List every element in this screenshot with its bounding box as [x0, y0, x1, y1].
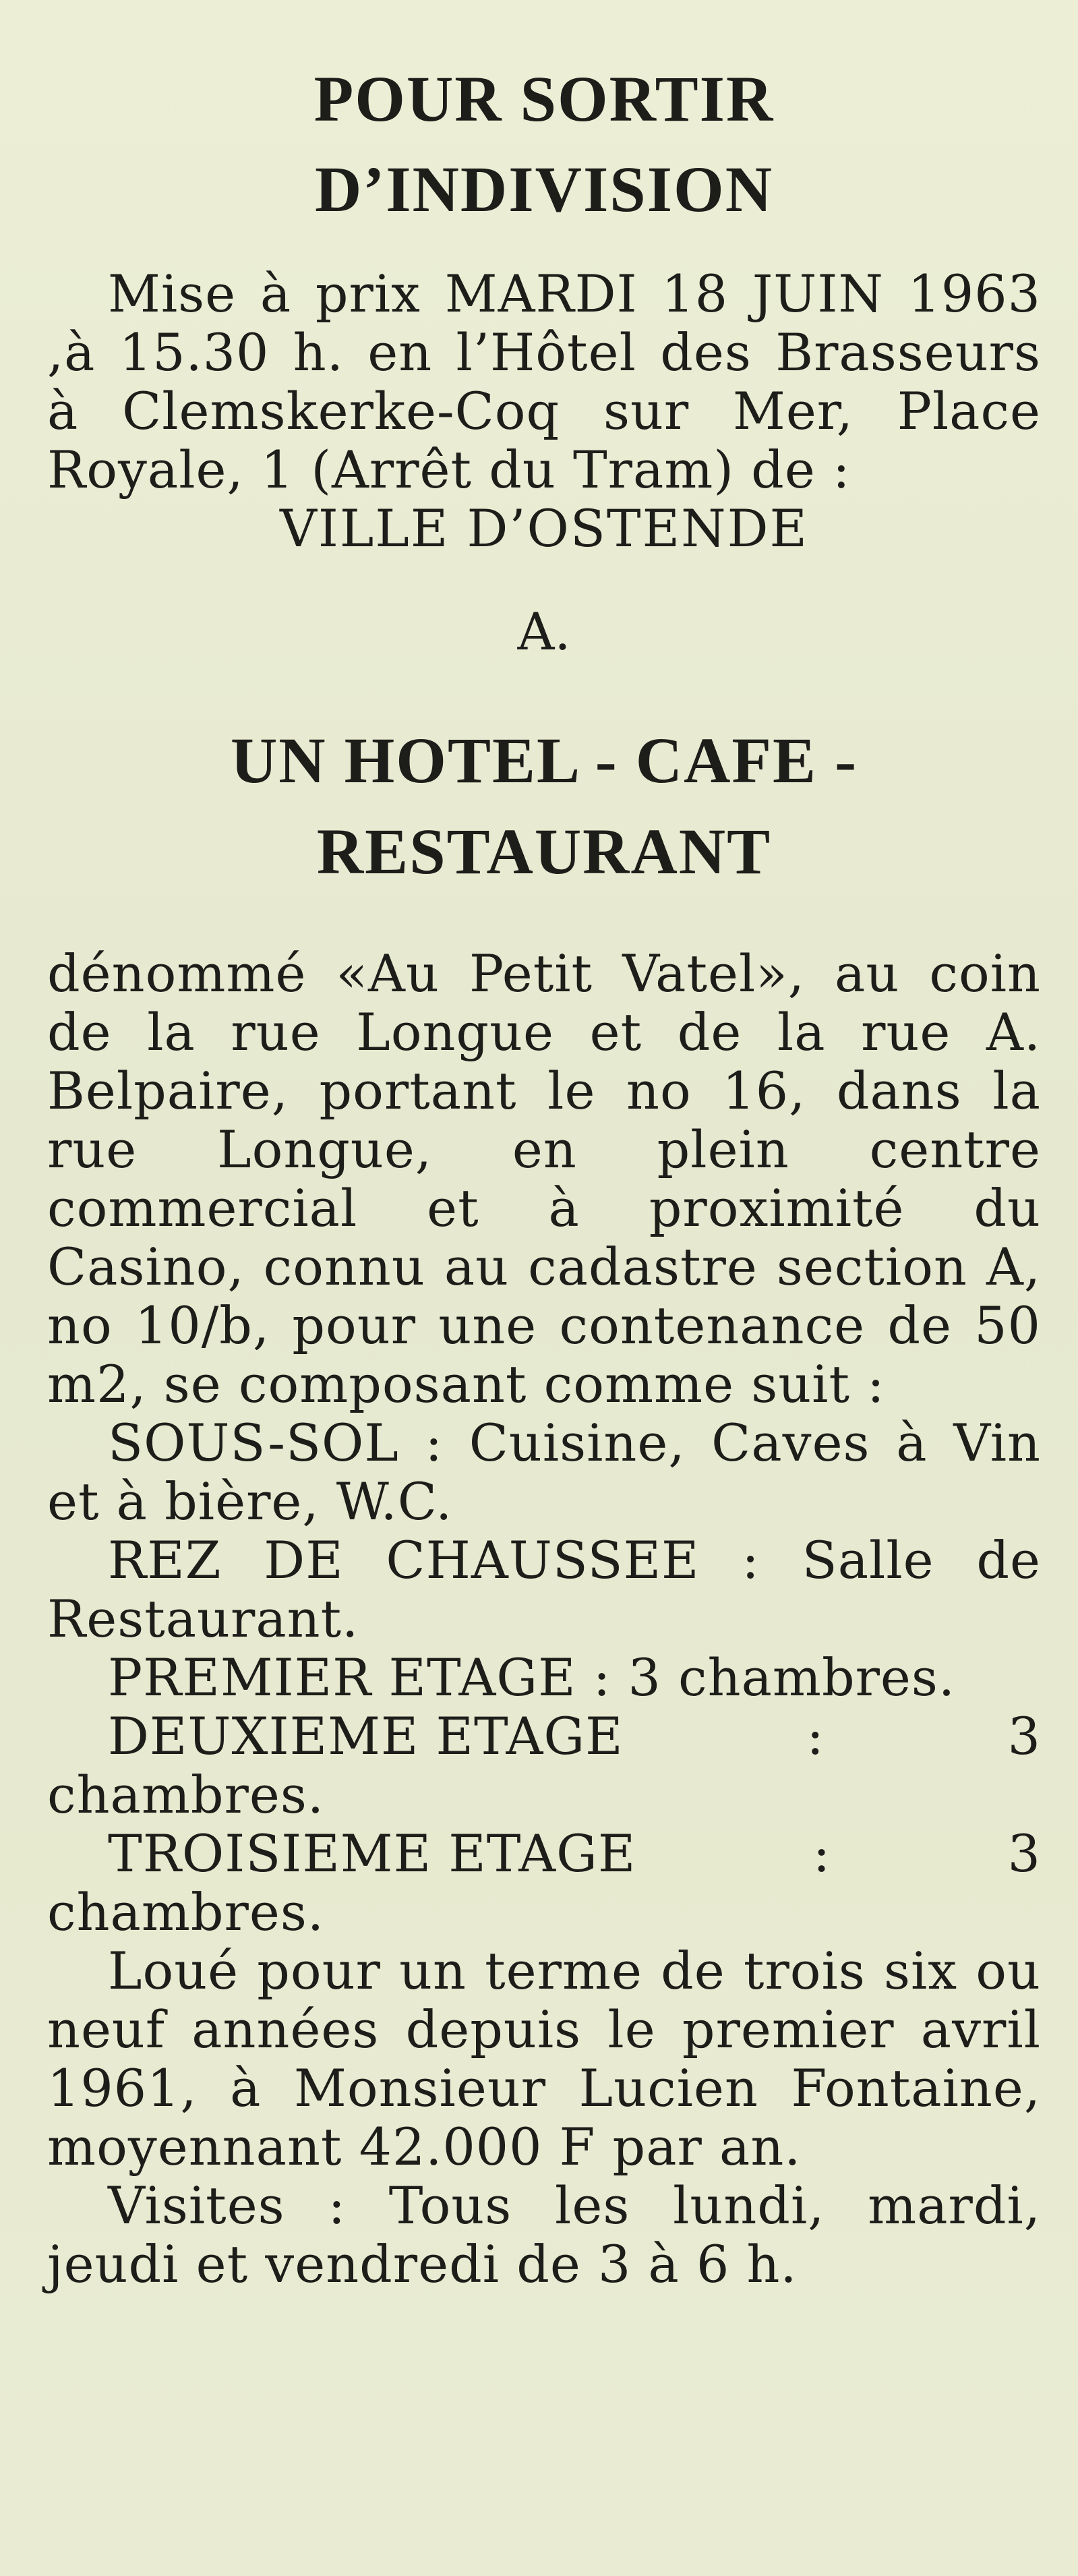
troisieme-unit: chambres.	[47, 1882, 325, 1942]
deuxieme-row	[47, 1707, 1041, 1765]
deuxieme-paragraph	[47, 1707, 1041, 1824]
troisieme-row	[47, 1824, 1041, 1883]
sous-sol-paragraph: SOUS-SOL : Cuisine, Caves à Vin et à bière, W.C.	[47, 1413, 1041, 1531]
lot-letter: A.	[517, 602, 571, 662]
subtitle-line-2: RESTAURANT	[316, 815, 772, 887]
lease-paragraph: Loué pour un terme de trois six ou neuf années depuis le premier avril 1961, à Monsieur Lucien Fontaine, moyennant 42.000 F par an.	[47, 1941, 1041, 2177]
subtitle-line-1: UN HOTEL - CAFE -	[230, 724, 858, 796]
notice-title	[47, 0, 1041, 235]
intro-paragraph: Mise à prix MARDI 18 JUIN 1963 ,à 15.30 h. en l’Hôtel des Brasseurs à Clemskerke-Coq sur Mer, Place Royale, 1 (Arrêt du Tram) de :	[47, 264, 1041, 500]
intro-block	[47, 264, 1041, 558]
troisieme-label: TROISIEME ETAGE	[108, 1823, 636, 1883]
troisieme-paragraph	[47, 1824, 1041, 1941]
city-line: VILLE D’OSTENDE	[279, 498, 809, 558]
deuxieme-unit: chambres.	[47, 1765, 325, 1825]
troisieme-count: 3	[1007, 1823, 1041, 1883]
title-line-1: POUR SORTIR	[313, 63, 775, 135]
deuxieme-count: 3	[1007, 1706, 1041, 1766]
premier-paragraph: PREMIER ETAGE : 3 chambres.	[108, 1647, 956, 1707]
property-description	[47, 944, 1041, 2293]
troisieme-colon: :	[812, 1823, 831, 1883]
rez-paragraph: REZ DE CHAUSSEE : Salle de Restaurant.	[47, 1530, 1041, 1649]
title-line-2: D’INDIVISION	[314, 153, 774, 225]
visits-paragraph: Visites : Tous les lundi, mardi, jeudi et vendredi de 3 à 6 h.	[47, 2175, 1041, 2294]
deuxieme-label: DEUXIEME ETAGE	[108, 1706, 624, 1766]
description-paragraph: dénommé «Au Petit Vatel», au coin de la rue Longue et de la rue A. Belpaire, portant le no 16, dans la rue Longue, en plein centre commercial et à proximité du Casino, connu au cadastre section A, no 10/b, pour une contenance de 50 m2, se composant comme suit :	[47, 943, 1041, 1414]
deuxieme-colon: :	[806, 1706, 825, 1766]
property-title	[47, 715, 1041, 897]
